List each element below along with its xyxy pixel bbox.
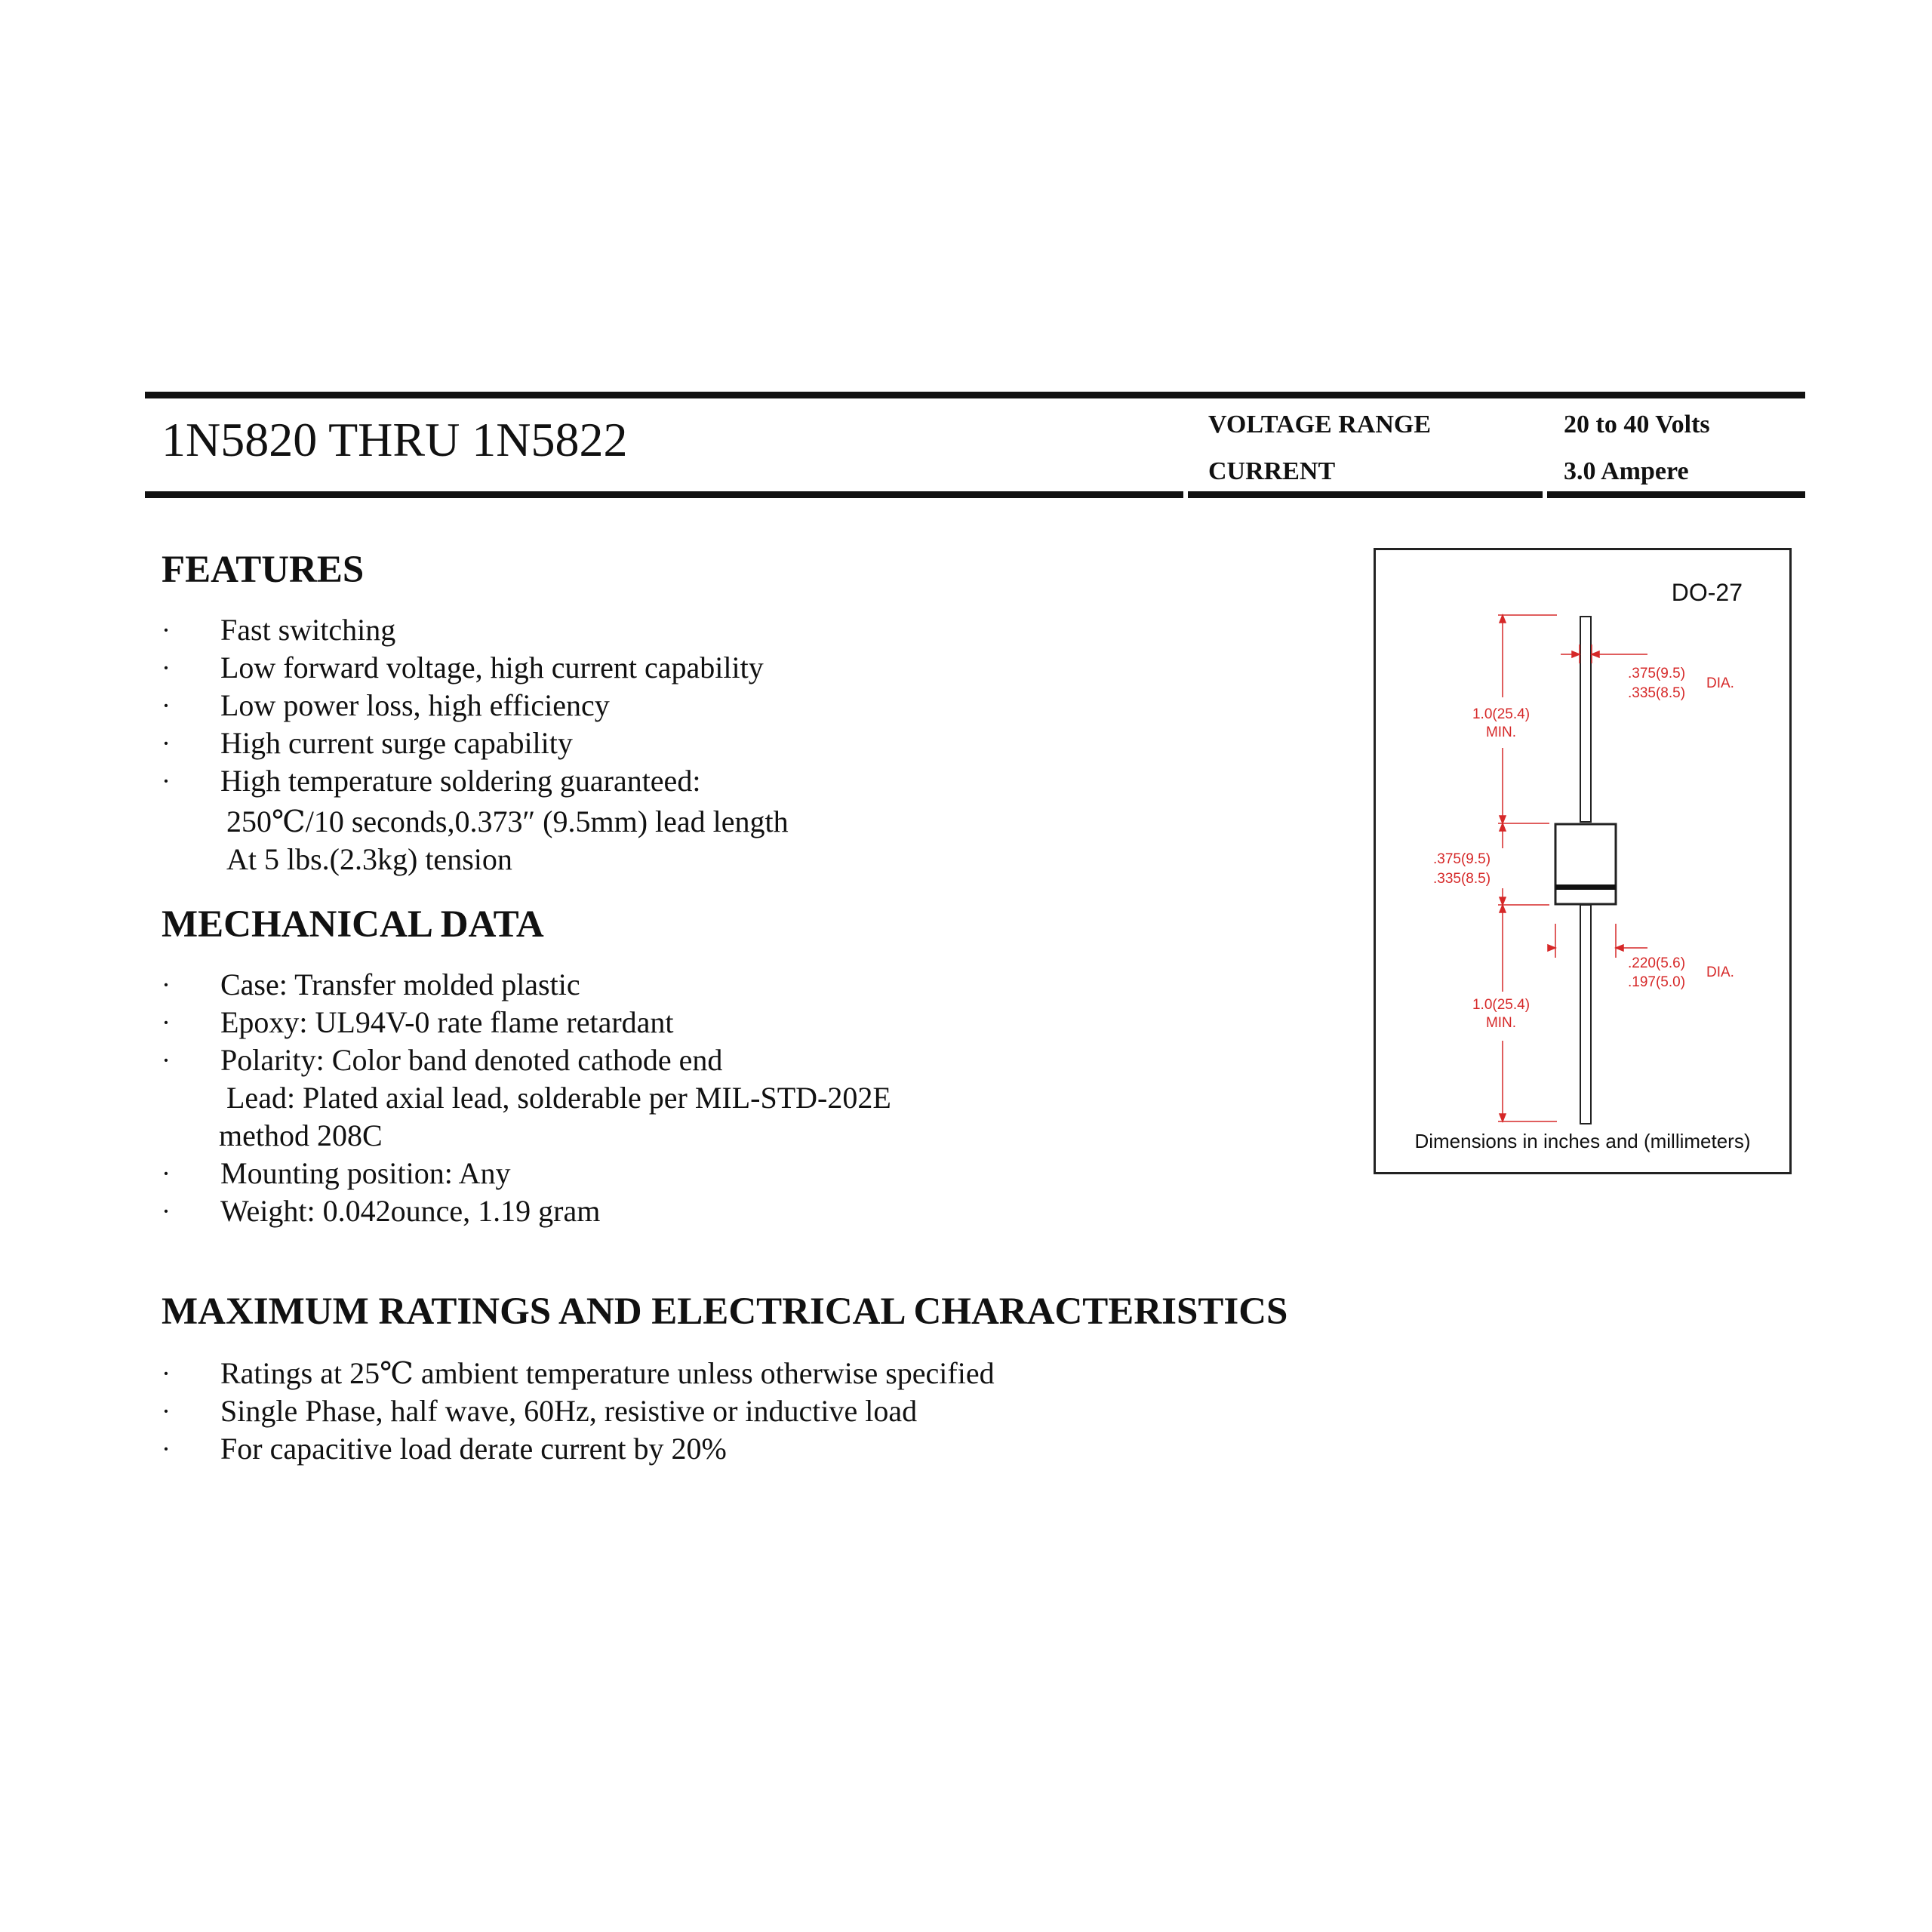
dim-label: .220(5.6): [1628, 955, 1686, 971]
figure-caption: Dimensions in inches and (millimeters): [1414, 1130, 1751, 1152]
voltage-range-value: 20 to 40 Volts: [1564, 411, 1710, 438]
voltage-range-label: VOLTAGE RANGE: [1208, 411, 1431, 438]
dim-label: DIA.: [1706, 964, 1734, 980]
mechanical-heading: MECHANICAL DATA: [162, 903, 544, 946]
ratings-list: [162, 1355, 995, 1468]
list-item: · Weight: 0.042ounce, 1.19 gram: [162, 1192, 891, 1230]
features-heading: FEATURES: [162, 549, 365, 591]
dim-label: 1.0(25.4): [1472, 706, 1531, 722]
list-item-continuation: At 5 lbs.(2.3kg) tension: [226, 842, 512, 876]
dim-label: DIA.: [1706, 675, 1734, 691]
list-item: · For capacitive load derate current by 20%: [162, 1430, 995, 1468]
features-list: [162, 611, 789, 878]
current-value: 3.0 Ampere: [1564, 457, 1689, 485]
header-bottom-rule-label: [1188, 491, 1543, 498]
list-item-continuation: method 208C: [219, 1118, 383, 1152]
dim-bottom-lead-length: [1498, 905, 1557, 1121]
list-item: · Mounting position: Any: [162, 1155, 891, 1192]
header-top-rule: [145, 392, 1805, 398]
dim-body-diameter: [1548, 924, 1647, 958]
package-drawing: [1376, 550, 1794, 1177]
cathode-band: [1555, 884, 1616, 890]
ratings-heading: MAXIMUM RATINGS AND ELECTRICAL CHARACTERISTICS: [162, 1291, 1288, 1333]
package-outline-figure: [1374, 548, 1792, 1174]
dim-label: .197(5.0): [1628, 974, 1686, 990]
list-item: · Case: Transfer molded plastic: [162, 966, 891, 1004]
header-bottom-rule-value: [1547, 491, 1805, 498]
list-item: · High current surge capability: [162, 724, 789, 762]
dim-label: .375(9.5): [1433, 851, 1491, 867]
dim-label: .335(8.5): [1433, 871, 1491, 887]
list-item-continuation: Lead: Plated axial lead, solderable per MIL-STD-202E: [226, 1081, 891, 1115]
bottom-lead: [1580, 905, 1591, 1124]
list-item: · Fast switching: [162, 611, 789, 649]
header-bottom-rule-title: [145, 491, 1183, 498]
list-item: · High temperature soldering guaranteed:: [162, 762, 789, 800]
dim-label: 1.0(25.4): [1472, 997, 1531, 1013]
list-item: · Low power loss, high efficiency: [162, 687, 789, 724]
list-item: · Low forward voltage, high current capability: [162, 649, 789, 687]
list-item: · Single Phase, half wave, 60Hz, resistive or inductive load: [162, 1392, 995, 1430]
current-label: CURRENT: [1208, 457, 1336, 485]
list-item: · Epoxy: UL94V-0 rate flame retardant: [162, 1004, 891, 1041]
package-name: DO-27: [1671, 579, 1743, 606]
diode-body: [1555, 824, 1616, 904]
list-item: · Ratings at 25℃ ambient temperature unless otherwise specified: [162, 1355, 995, 1392]
top-lead: [1580, 617, 1591, 822]
dim-label: MIN.: [1485, 724, 1517, 740]
dim-lead-diameter: [1561, 645, 1647, 663]
part-number-title: 1N5820 THRU 1N5822: [162, 413, 628, 466]
dim-body-length: [1498, 823, 1549, 905]
dim-label: .335(8.5): [1628, 685, 1686, 701]
dim-label: MIN.: [1485, 1015, 1517, 1031]
mechanical-list: [162, 966, 891, 1230]
dim-label: .375(9.5): [1628, 666, 1686, 681]
list-item-continuation: 250℃/10 seconds,0.373″ (9.5mm) lead length: [226, 804, 789, 838]
list-item: · Polarity: Color band denoted cathode end: [162, 1041, 891, 1079]
